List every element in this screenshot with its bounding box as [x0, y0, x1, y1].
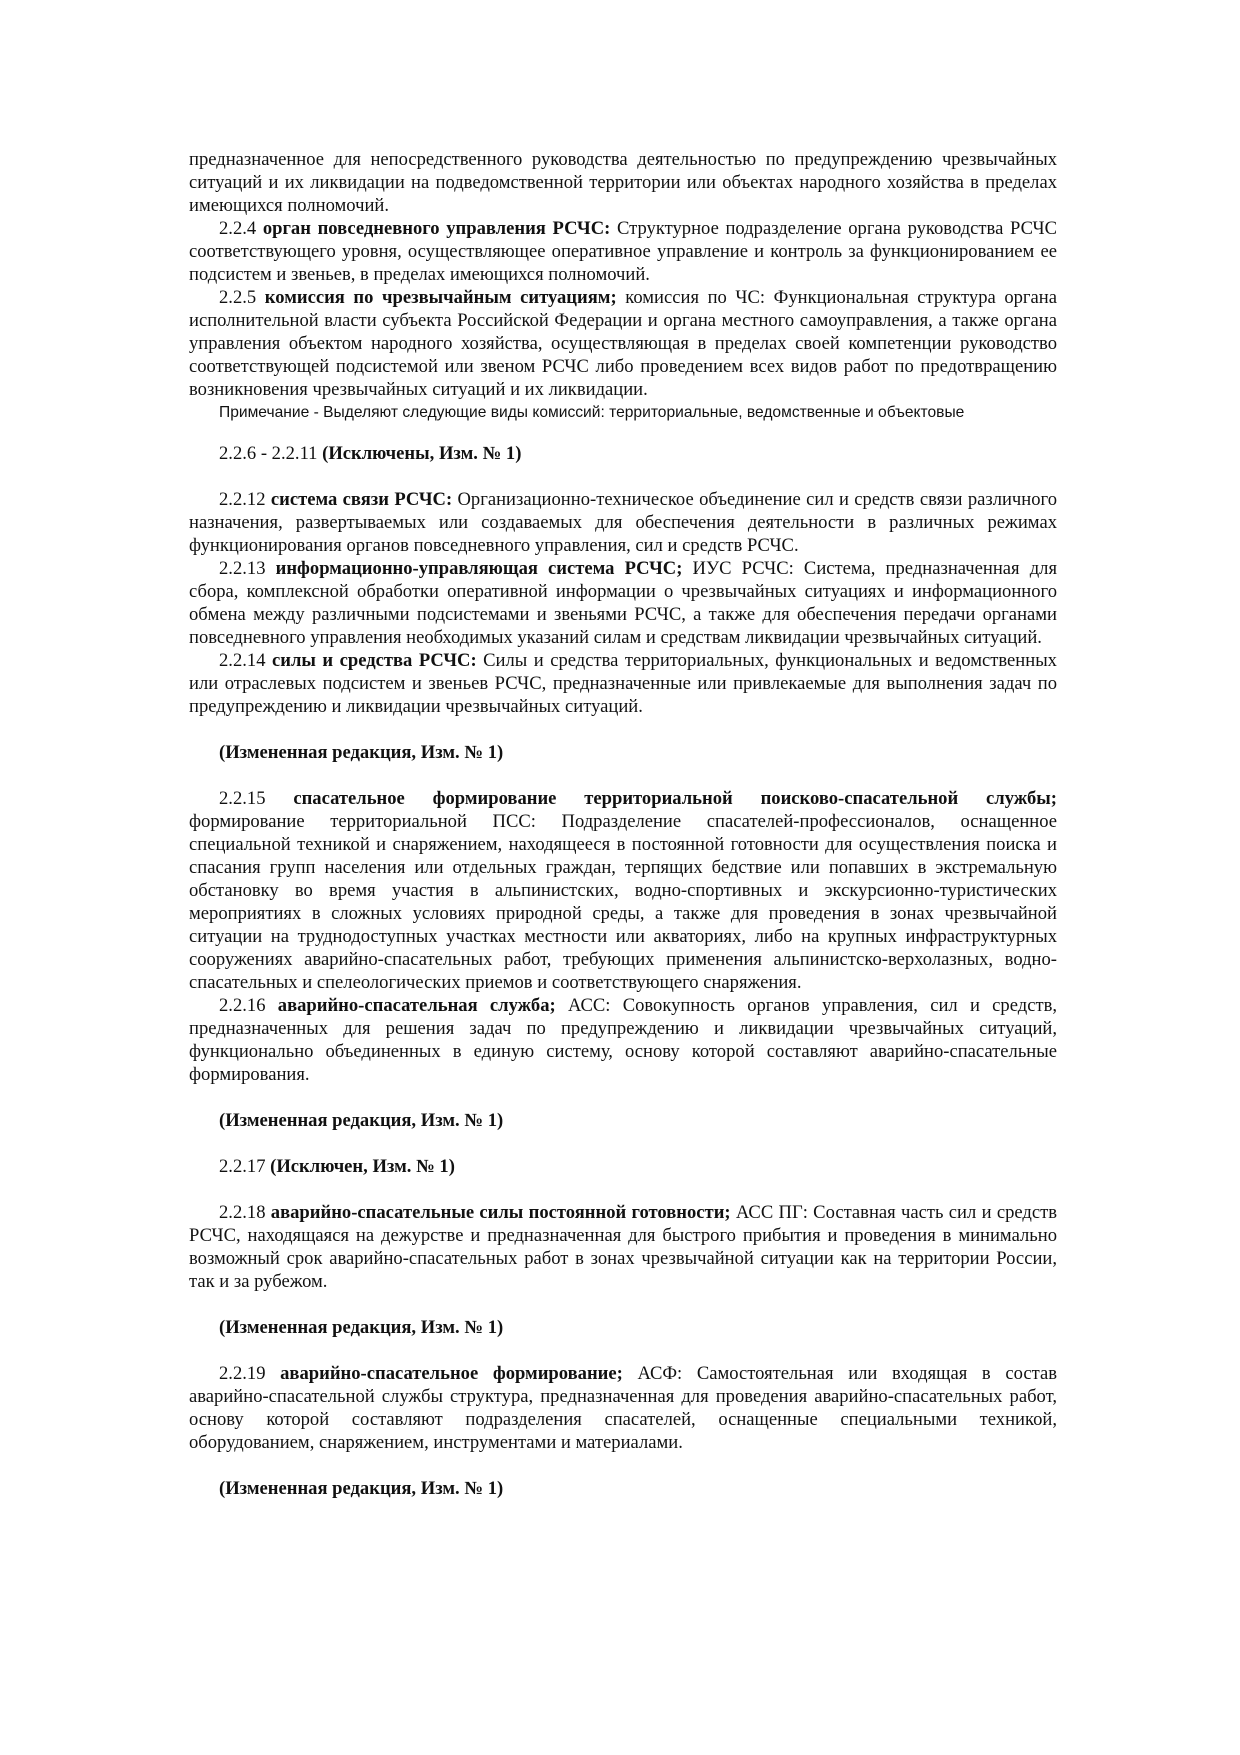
term: информационно-управляющая система РСЧС; — [275, 558, 683, 579]
amendment-note: (Исключен, Изм. № 1) — [270, 1156, 455, 1177]
definition-text: формирование территориальной ПСС: Подразделение спасателей-профессионалов, оснащенное специальной техникой и снаряжением, находящееся в постоянной готовности для осуществления поиска и спасания групп населения или отдельных граждан, терпящих бедствие или попавших в экстремальную обстановку во время участия в альпинистских, водно-спортивных и экскурсионно-туристических мероприятиях в сложных условиях природной среды, а также для проведения в зонах чрезвычайной ситуации на труднодоступных участках местности или акваториях, либо на крупных инфраструктурных сооружениях аварийно-спасательных работ, требующих применения альпинистско-верхолазных, водно-спасательных и спелеологических приемов и соответствующего снаряжения. — [189, 811, 1057, 993]
definition-2-2-12 — [189, 488, 1057, 557]
clause-number: 2.2.16 — [219, 995, 278, 1016]
definition-text: АСФ: Самостоятельная или входящая в состав аварийно-спасательной службы структура, предназначенная для проведения аварийно-спасательных работ, основу которой составляют подразделения спасателей, оснащенные специальными техникой, оборудованием, снаряжением, инструментами и материалами. — [189, 1363, 1057, 1453]
paragraph-continuation: предназначенное для непосредственного руководства деятельностью по предупреждению чрезвычайных ситуаций и их ликвидации на подведомственной территории или объектах народного хозяйства в пределах имеющихся полномочий. — [189, 149, 1057, 216]
definition-2-2-16 — [189, 994, 1057, 1086]
definition-text: Организационно-техническое объединение сил и средств связи различного назначения, развертываемых или создаваемых для обеспечения деятельности в различных режимах функционирования органов повседневного управления, сил и средств РСЧС. — [189, 489, 1057, 556]
definition-text: АСС: Совокупность органов управления, сил и средств, предназначенных для решения задач по предупреждению и ликвидации чрезвычайных ситуаций, функционально объединенных в единую систему, основу которой составляют аварийно-спасательные формирования. — [189, 995, 1058, 1085]
clause-2-2-6-excluded — [189, 442, 1057, 465]
clause-number: 2.2.15 — [219, 788, 294, 809]
definition-2-2-19 — [189, 1362, 1057, 1454]
term: орган повседневного управления РСЧС: — [262, 218, 611, 239]
amendment-note-4: (Измененная редакция, Изм. № 1) — [219, 1478, 504, 1499]
term: система связи РСЧС: — [270, 489, 453, 510]
document-page — [189, 148, 1057, 1500]
term: аварийно-спасательная служба; — [277, 995, 556, 1016]
amendment-note-2: (Измененная редакция, Изм. № 1) — [219, 1110, 504, 1131]
definition-text: АСС ПГ: Составная часть сил и средств РСЧС, находящаяся на дежурстве и предназначенная для быстрого прибытия и проведения в минимально возможный срок аварийно-спасательных работ в зонах чрезвычайной ситуации как на территории России, так и за рубежом. — [189, 1202, 1057, 1292]
amendment-note-1: (Измененная редакция, Изм. № 1) — [219, 742, 504, 763]
term: аварийно-спасательные силы постоянной готовности; — [270, 1202, 731, 1223]
note: Примечание - Выделяют следующие виды комиссий: территориальные, ведомственные и объектовые — [219, 404, 965, 421]
clause-number: 2.2.14 — [219, 650, 272, 671]
clause-number: 2.2.6 - 2.2.11 — [219, 443, 323, 464]
term: силы и средства РСЧС: — [271, 650, 477, 671]
clause-2-2-17-excluded — [189, 1155, 1057, 1178]
definition-text: ИУС РСЧС: Система, предназначенная для сбора, комплексной обработки оперативной информации о чрезвычайных ситуациях и информационного обмена между различными подсистемами и звеньями РСЧС, а также для обеспечения передачи органами повседневного управления необходимых указаний силам и средствам ликвидации чрезвычайных ситуаций. — [189, 558, 1057, 648]
term: аварийно-спасательное формирование; — [280, 1363, 623, 1384]
definition-text: Силы и средства территориальных, функциональных и ведомственных или отраслевых подсистем и звеньев РСЧС, предназначенные или привлекаемые для выполнения задач по предупреждению и ликвидации чрезвычайных ситуаций. — [189, 650, 1057, 717]
definition-2-2-18 — [189, 1201, 1057, 1293]
term: спасательное формирование территориальной поисково-спасательной службы; — [293, 788, 1057, 809]
definition-2-2-15 — [189, 787, 1057, 994]
amendment-note: (Исключены, Изм. № 1) — [322, 443, 522, 464]
definition-2-2-4 — [189, 217, 1057, 286]
definition-2-2-14 — [189, 649, 1057, 718]
amendment-note-3: (Измененная редакция, Изм. № 1) — [219, 1317, 504, 1338]
clause-number: 2.2.5 — [219, 287, 265, 308]
definition-text: комиссия по ЧС: Функциональная структура органа исполнительной власти субъекта Российской Федерации и органа местного самоуправления, а также органа управления объектом народного хозяйства, осуществляющая в пределах своей компетенции руководство соответствующей подсистемой или звеном РСЧС либо проведением всех видов работ по предотвращению возникновения чрезвычайных ситуаций и их ликвидации. — [189, 287, 1057, 400]
definition-text: Структурное подразделение органа руководства РСЧС соответствующего уровня, осуществляющее оперативное управление и контроль за функционированием ее подсистем и звеньев, в пределах имеющихся полномочий. — [189, 218, 1057, 285]
clause-number: 2.2.12 — [219, 489, 271, 510]
clause-number: 2.2.13 — [219, 558, 276, 579]
definition-2-2-5 — [189, 286, 1057, 401]
clause-number: 2.2.19 — [219, 1363, 281, 1384]
clause-number: 2.2.17 — [219, 1156, 271, 1177]
clause-number: 2.2.18 — [219, 1202, 271, 1223]
clause-number: 2.2.4 — [219, 218, 263, 239]
term: комиссия по чрезвычайным ситуациям; — [264, 287, 617, 308]
definition-2-2-13 — [189, 557, 1057, 649]
